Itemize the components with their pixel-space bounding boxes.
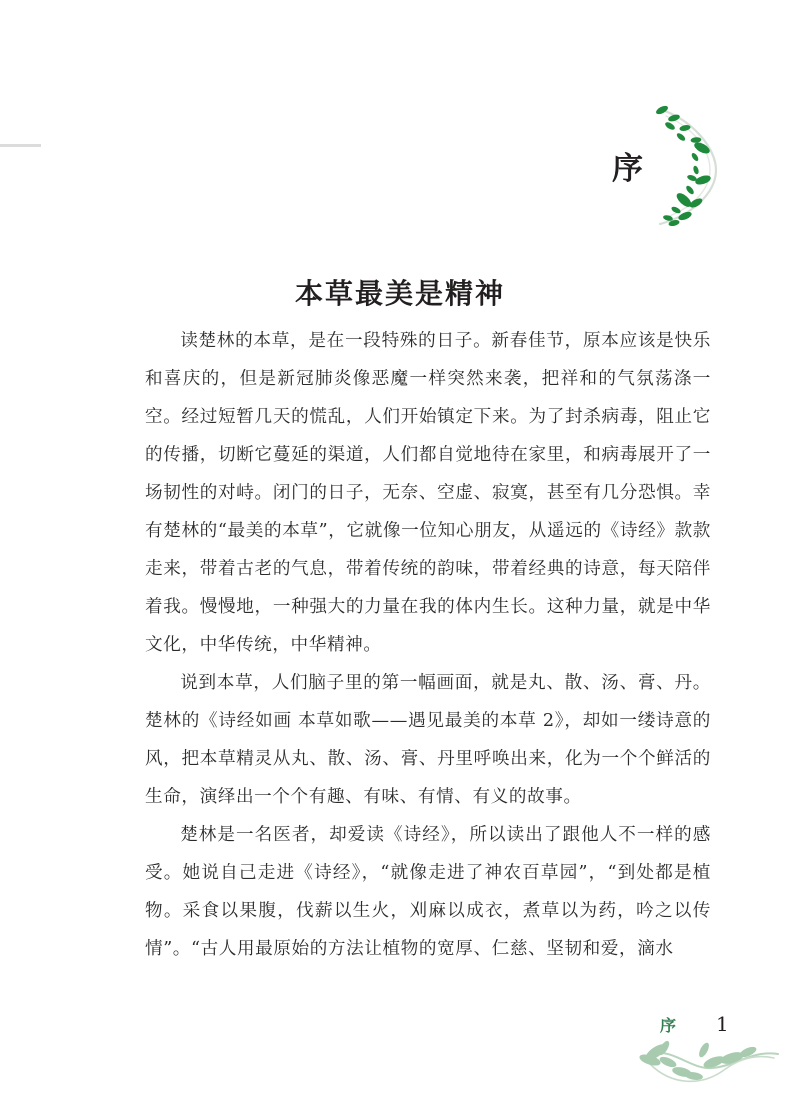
paragraph: 读楚林的本草，是在一段特殊的日子。新春佳节，原本应该是快乐和喜庆的，但是新冠肺炎像恶魔一样突然来袭，把祥和的气氛荡涤一空。经过短暂几天的慌乱，人们开始镇定下来。为了封杀病毒，阻止它的传播，切断它蔓延的渠道，人们都自觉地待在家里，和病毒展开了一场韧性的对峙。闭门的日子，无奈、空虚、寂寞，甚至有几分恐惧。幸有楚林的“最美的本草”，它就像一位知心朋友，从遥远的《诗经》款款走来，带着古老的气息，带着传统的韵味，带着经典的诗意，每天陪伴着我。慢慢地，一种强大的力量在我的体内生长。这种力量，就是中华文化，中华传统，中华精神。 xyxy=(145,331,711,655)
paragraph: 说到本草，人们脑子里的第一幅画面，就是丸、散、汤、膏、丹。楚林的《诗经如画 本草如歌——遇见最美的本草 2》，却如一缕诗意的风，把本草精灵从丸、散、汤、膏、丹里呼唤出来，化为一个个鲜活的生命，演绎出一个个有趣、有味、有情、有义的故事。 xyxy=(145,673,711,807)
chapter-header xyxy=(596,104,736,234)
page-number: 1 xyxy=(716,1012,729,1036)
page-footer xyxy=(628,1006,800,1102)
leaf-vine-icon xyxy=(640,104,736,238)
footer-vine-flourish-icon xyxy=(628,1028,800,1102)
paragraph: 楚林是一名医者，却爱读《诗经》，所以读出了跟他人不一样的感受。她说自己走进《诗经》，“就像走进了神农百草园”，“到处都是植物。采食以果腹，伐薪以生火，刈麻以成衣，煮草以为药，吟之以传情”。“古人用最原始的方法让植物的宽厚、仁慈、坚韧和爱，滴水 xyxy=(145,825,711,959)
article-body xyxy=(145,322,711,968)
top-edge-rule xyxy=(0,144,41,147)
footer-section-label: 序 xyxy=(660,1016,677,1035)
article-title: 本草最美是精神 xyxy=(294,276,505,310)
chapter-marker-character: 序 xyxy=(612,151,643,187)
